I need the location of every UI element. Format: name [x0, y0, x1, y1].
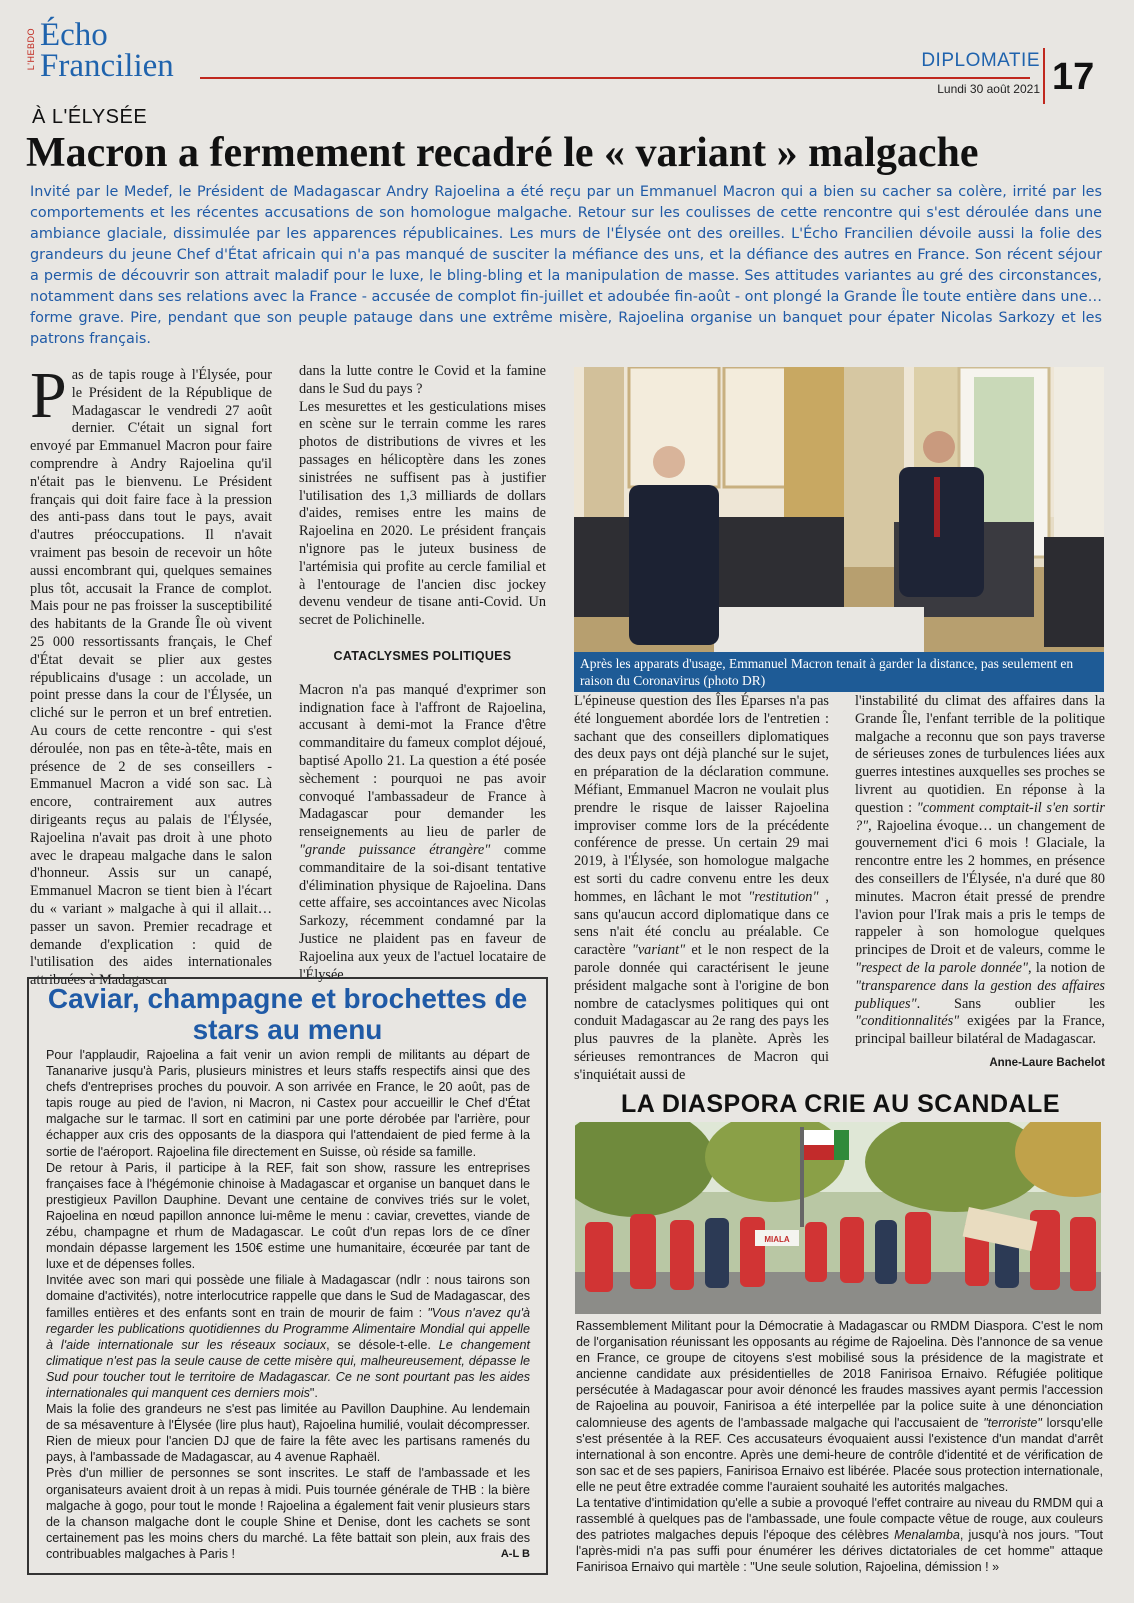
photo-caption: Après les apparats d'usage, Emmanuel Macron tenait à garder la distance, pas seulement en raison du Coronavirus (photo DR): [574, 652, 1104, 692]
page-separator: [1043, 48, 1045, 104]
diaspora-title: LA DIASPORA CRIE AU SCANDALE: [620, 1090, 1060, 1118]
sidebar-paragraph: Pour l'applaudir, Rajoelina a fait venir un avion rempli de militants au départ de Tananarive jusqu'à Paris, plusieurs ministres et leurs staffs respectifs ainsi que des chefs d'entreprises proches du pouvoir. A son arrivée en France, le 20 août, pas de tapis rouge au pied de l'avion, ni Macron, ni Castex pour accueillir le Chef d'État malgache sur le tarmac. Il sort en catimini par une porte dérobée par l'arrière, pour échapper aux cris des opposants de la diaspora qui l'attendaient de pied ferme à la sortie de l'aéroport. Rajoelina file directement en Suisse, où réside sa famille.: [46, 1048, 530, 1159]
header-rule: [200, 77, 1030, 79]
sidebar-signature: A-L B: [500, 1548, 530, 1560]
article-column-4: l'instabilité du climat des affaires dans la Grande Île, l'enfant terrible de la politique malgache a reconnu que son pays traverse de sérieuses zones de turbulences liées aux guerres intestines auxquelles ses proches se livrent au quotidien. En réponse à la question : "comment comptait-il s'en sortir ?", Rajoelina évoque… un changement de gouvernement d'ici 6 mois ! Glaciale, la rencontre entre les 2 hommes, en présence des conseillers de l'Élysée, n'a duré que 80 minutes. Macron était pressé de prendre l'avion pour l'Irak mais a pris le temps de rappeler à son homologue quelques principes de Droit et de valeurs, comme le "respect de la parole donnée", la notion de "transparence dans la gestion des affaires publiques". Sans oublier les "conditionnalités" exigées par la France, principal bailleur bilatéral de Madagascar. Anne-Laure Bachelot: [855, 693, 1105, 1073]
column-2-paragraph: Les mesurettes et les gesticulations mises en scène sur le terrain comme les rares photos de distributions de vivres et les passages en hélicoptère dans les zones sinistrées ne suffisent pas à justifier l'utilisation des 1,3 milliards de dollars d'aides, remises entre les mains de Rajoelina en 2020. Le président français n'ignore pas le juteux business de l'artémisia qui profite au cercle familial et à l'entourage de l'ancien disc jockey devenu vendeur de tisane anti-Covid. Un secret de Polichinelle.: [299, 398, 546, 629]
article-column-3: L'épineuse question des Îles Éparses n'a pas été longuement abordée lors de l'entretien : sachant que des conseillers diplomatiques des deux pays ont déjà planché sur le sujet, en préparation de la déclaration commune. Méfiant, Emmanuel Macron ne voulait plus prendre le risque de laisser Rajoelina improviser comme lors de la précédente conférence de presse. Un certain 29 mai 2019, à l'Élysée, son homologue malgache est sorti du cadre convenu entre les deux hommes, en lâchant le mot "restitution" , sans qu'aucun accord diplomatique dans ce sens n'ait été conclu au préalable. Ce caractère "variant" et le non respect de la parole donnée qui caractérisent le jeune président malgache sont à l'origine de bon nombre de cataclysmes politiques qui ont conduit Madagascar au 2e rang des pays les plus pauvres de la planète. Après les sérieuses remontrances de Macron qui s'inquiétait aussi de: [574, 693, 829, 1083]
section-subhead: CATACLYSMES POLITIQUES: [333, 648, 512, 663]
sidebar-box-title: Caviar, champagne et brochettes de stars au menu: [47, 983, 528, 1045]
diaspora-paragraph: La tentative d'intimidation qu'elle a subie a provoqué l'effet contraire au niveau du RMDM qui a rassemblé à quelques pas de l'ambassade, une foule compacte vêtue de rouge, aux couleurs des patriotes malgaches depuis l'époque des célèbres Menalamba, jusqu'à nos jours. "Tout l'après-midi n'a pas suffi pour énumérer les dérives dictatoriales de cet homme" attaque Fanirisoa Ernaivo qui martèle : "Une seule solution, Rajoelina, démission ! »: [576, 1496, 1104, 1575]
column-1-text: as de tapis rouge à l'Élysée, pour le Président de la République de Madagascar le vendredi 27 août dernier. C'était un signal fort envoyé par Emmanuel Macron pour faire comprendre à Andry Rajoelina qu'il n'était pas le bienvenu. Le Président français qui doit faire face à la pression des anti-pass dans tout le pays, avait d'autres préoccupations. Il n'avait vraiment pas besoin de recevoir un hôte aussi encombrant qui, quelques semaines plus tôt, accusait la France de complot. Mais pour ne pas froisser la susceptibilité des habitants de la Grande Île où vivent 25 000 ressortissants français, le Chef d'État devait se plier aux gestes républicains d'usage : un accolade, un point presse dans la cour de l'Élysée, un cliché sur le perron et un bref entretien. Au cours de cette rencontre - qui s'est déroulée, non pas en tête-à-tête, mais en présence de 2 de ses conseillers - Emmanuel Macron a vidé son sac. Là encore, contrairement aux autres dirigeants reçus au palais de l'Élysée, Rajoelina n'avait pas droit à une photo avec le drapeau malgache dans le salon d'honneur. Assis sur un canapé, Emmanuel Macron se tient bien à l'écart du « variant » malgache à qui il allait… passer un savon. Premier recadrage et demande d'explication : quid de l'utilisation des aides internationales attribuées à Madagascar: [30, 367, 272, 989]
article-title: Macron a fermement recadré le « variant » malgache: [26, 130, 979, 176]
page-number: 17: [1052, 56, 1095, 98]
article-lead: Invité par le Medef, le Président de Madagascar Andry Rajoelina a été reçu par un Emmanuel Macron qui a bien su cacher sa colère, irrité par les comportements et les récentes accusations de son homologue malgache. Retour sur les coulisses de cette rencontre qui s'est déroulée dans une ambiance glaciale, dissimulée par les apparences républicaines. Les murs de l'Élysée ont des oreilles. L'Écho Francilien dévoile aussi la folie des grandeurs du jeune Chef d'État africain qui n'a pas manqué de susciter la méfiance des uns, et la défiance des autres en France. Son récent séjour a permis de découvrir son attrait maladif pour le luxe, le bling-bling et la manipulation de masse. Ses attitudes variantes au gré des circonstances, notamment dans ses relations avec la France - accusée de complot fin-juillet et adoubée fin-août - ont plongé la Grande Île toute entière dans une… forme grave. Pire, pendant que son peuple patauge dans une extrême misère, Rajoelina organise un banquet pour épater Nicolas Sarkozy et les patrons français.: [30, 184, 1102, 347]
masthead-logo[interactable]: [40, 17, 174, 84]
sidebar-paragraph: Près d'un millier de personnes se sont inscrites. Le staff de l'ambassade et les organisateurs avaient droit à un repas à midi. Puis tournée générale de THB : la bière malgache à gogo, pour tout le monde ! Rajoelina a également fait venir plusieurs stars de la chanson malgache dont le couple Shine et Denise, dont les cachets se sont certainement pas les moins chers du marché. La fête battait son plein, aux frais des contribuables malgaches à Paris !: [46, 1466, 530, 1561]
column-2-paragraph: Macron n'a pas manqué d'exprimer son indignation face à l'affront de Rajoelina, accusant à demi-mot la France d'être commanditaire du fameux complot déjoué, baptisé Apollo 21. La question a été posée sèchement : pourquoi ne pas avoir convoqué l'ambassadeur de France à Madagascar pour demander les renseignements au lieu de parler de "grande puissance étrangère" comme commanditaire de la soi-disant tentative d'élimination physique de Rajoelina. Dans cette affaire, ses accointances avec Nicolas Sarkozy, récemment condamné par la Justice ne plaident pas en faveur de Rajoelina aux yeux de l'actuel locataire de l'Élysée.: [299, 681, 546, 983]
issue-date: Lundi 30 août 2021: [937, 82, 1040, 96]
diaspora-protest-photo: [575, 1122, 1101, 1314]
diaspora-body: [576, 1318, 1103, 1576]
diaspora-paragraph: Rassemblement Militant pour la Démocratie à Madagascar ou RMDM Diaspora. C'est le nom de l'organisation réunissant les opposants au régime de Rajoelina. Dès l'annonce de sa venue en France, ce groupe de citoyens s'est mobilisé sous la présidence de la magistrate et ancienne candidate aux présidentielles de 2018 Fanirisoa Ernaivo. Réfugiée politique persécutée à Madagascar pour avoir dénoncé les fraudes massives ayant permis l'accession de Rajoelina au pouvoir, Fanirisoa a été interpellée par la police suite à une dénonciation calomnieuse des agents de l'ambassade malgache qui l'accusaient de "terroriste" lorsqu'elle s'est présentée à la REF. Ces accusateurs évoquaient aussi l'existence d'un mandat d'arrêt international à son encontre. Après une demi-heure de contrôle d'identité et de vérification de son sac et de ses papiers, Fanirisoa Ernaivo est libérée. Placée sous protection internationale, elle ne peut être extradée comme l'auraient souhaité les autorités malgaches.: [576, 1319, 1103, 1494]
article-column-1: [30, 359, 272, 990]
article-byline: Anne-Laure Bachelot: [989, 1056, 1105, 1069]
sidebar-paragraph: Mais la folie des grandeurs ne s'est pas limitée au Pavillon Dauphine. Au lendemain de sa mésaventure à l'Élysée (lire plus haut), Rajoelina humilié, voulait décompresser. Rien de mieux pour l'ancien DJ que de faire la fête avec les partisans ramenés du pays, à l'ambassade de Madagascar, au 4 avenue Raphaël.: [46, 1402, 530, 1465]
sidebar-paragraph: De retour à Paris, il participe à la REF, fait son show, rassure les entreprises françaises face à l'hégémonie chinoise à Madagascar et organise un banquet dans le prestigieux Pavillon Dauphine. Devant une centaine de convives triés sur le volet, Rajoelina en nœud papillon annonce lui-même le menu : caviar, crevettes, viande de zébu, champagne et rhum de Madagascar. Le coût d'un repas lors de ce dîner mondain dépasse largement les 150€ estime une humanitaire, écœurée par tant de luxe et de dépenses folles.: [46, 1160, 530, 1272]
column-2-paragraph: dans la lutte contre le Covid et la famine dans le Sud du pays ?: [299, 363, 546, 397]
section-rubric: DIPLOMATIE: [921, 50, 1040, 71]
masthead-tagline: L'HEBDO: [26, 28, 36, 71]
article-photo-meeting: [574, 367, 1104, 652]
masthead-name-line2: Francilien: [40, 48, 174, 84]
drop-cap: P: [30, 359, 67, 432]
sidebar-paragraph: Invitée avec son mari qui possède une filiale à Madagascar (ndlr : nous tairons son domaine d'activités), notre interlocutrice rappelle que dans le Sud de Madagascar, des familles entières et des enfants sont en train de mourir de faim : "Vous n'avez qu'à regarder les publications quotidiennes du Programme Alimentaire Mondial qui appelle à l'aide internationale sur les réseaux sociaux, se désole-t-elle. Le changement climatique n'est pas la seule cause de cette misère qui, malheureusement, dépasse le Sud pour toucher tout le territoire de Madagascar. Ce ne sont pourtant pas les aides internationales qui manquent ces derniers mois".: [46, 1273, 530, 1400]
sidebar-box-body: [46, 1047, 530, 1562]
protest-banner-text: MIALA: [764, 1235, 790, 1244]
article-kicker: À L'ÉLYSÉE: [32, 106, 148, 128]
article-column-2: [299, 363, 546, 984]
masthead-name-line1: Écho: [40, 17, 108, 53]
